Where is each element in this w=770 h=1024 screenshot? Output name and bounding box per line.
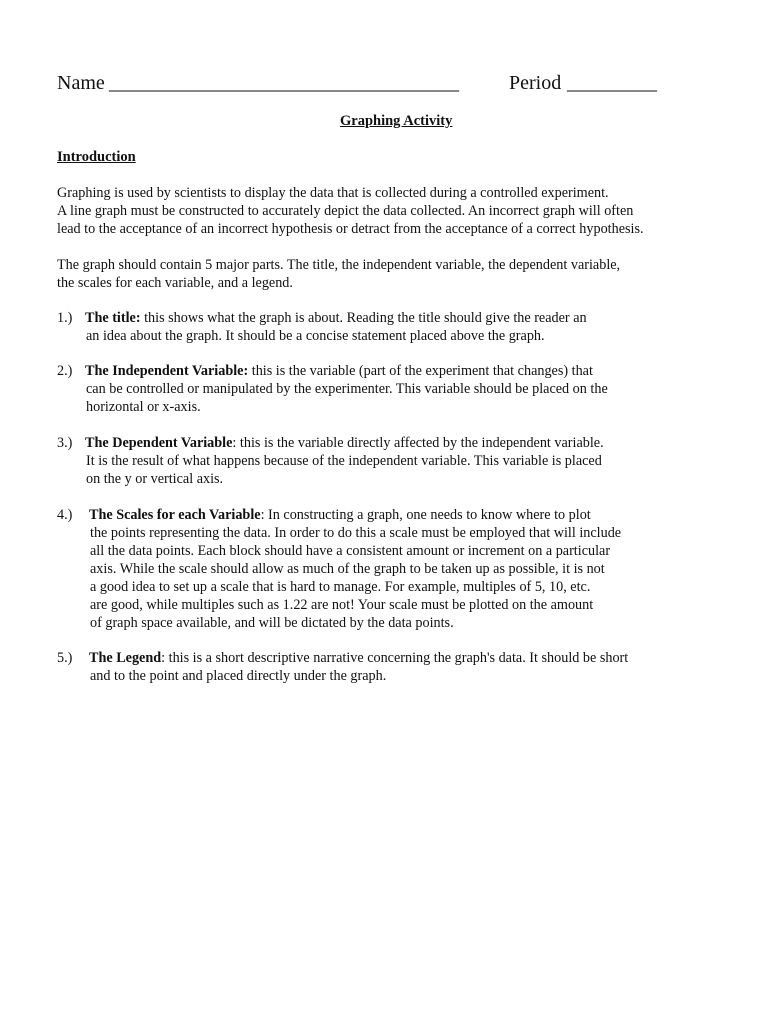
list-item-independent-variable (57, 362, 608, 416)
paragraph-line: A line graph must be constructed to accurately depict the data collected. An incorrect graph will often (57, 203, 634, 219)
item-text-line: on the y or vertical axis. (86, 471, 224, 487)
item-term: The Scales for each Variable (89, 507, 261, 523)
item-text-line: are good, while multiples such as 1.22 are not! Your scale must be plotted on the amount (90, 597, 594, 613)
item-term: The Independent Variable: (85, 363, 249, 379)
introduction-heading: Introduction (57, 149, 136, 165)
list-item-legend (57, 649, 628, 685)
item-term: The Dependent Variable (85, 435, 233, 451)
paragraph-line: Graphing is used by scientists to display the data that is collected during a controlled experiment. (57, 185, 609, 201)
list-item-title (57, 309, 587, 345)
item-text-line: horizontal or x-axis. (86, 399, 201, 415)
list-item-dependent-variable (57, 434, 604, 488)
item-term: The title: (85, 310, 141, 326)
item-text: this shows what the graph is about. Reading the title should give the reader an (140, 310, 587, 326)
page-title: Graphing Activity (340, 113, 453, 129)
item-text-line: can be controlled or manipulated by the experimenter. This variable should be placed on the (86, 381, 608, 397)
item-text: : this is the variable directly affected by the independent variable. (232, 435, 604, 451)
item-text-line: of graph space available, and will be dictated by the data points. (90, 615, 454, 631)
item-text-line: an idea about the graph. It should be a concise statement placed above the graph. (86, 328, 545, 344)
item-text: : In constructing a graph, one needs to know where to plot (260, 507, 591, 523)
item-number: 3.) (57, 435, 73, 451)
intro-paragraph-2 (57, 256, 620, 292)
period-label: Period (509, 72, 562, 94)
paragraph-line: the scales for each variable, and a legend. (57, 275, 293, 291)
item-text-line: axis. While the scale should allow as much of the graph to be taken up as possible, it is not (90, 561, 605, 577)
period-blank-line: _________ (567, 72, 657, 94)
paragraph-line: lead to the acceptance of an incorrect hypothesis or detract from the acceptance of a correct hypothesis. (57, 221, 644, 237)
item-number: 4.) (57, 507, 73, 523)
item-term: The Legend (89, 650, 162, 666)
student-info-header (57, 70, 717, 96)
paragraph-line: The graph should contain 5 major parts. The title, the independent variable, the dependent variable, (57, 257, 621, 273)
name-label: Name (57, 72, 105, 94)
item-text-line: a good idea to set up a scale that is hard to manage. For example, multiples of 5, 10, etc. (90, 579, 591, 595)
item-number: 2.) (57, 363, 73, 379)
item-text: : this is a short descriptive narrative concerning the graph's data. It should be short (161, 650, 629, 666)
name-blank-line: ___________________________________ (109, 72, 459, 94)
item-text-line: the points representing the data. In order to do this a scale must be employed that will include (90, 525, 622, 541)
intro-paragraph-1 (57, 184, 644, 238)
item-text: this is the variable (part of the experiment that changes) that (248, 363, 593, 379)
list-item-scales (57, 506, 621, 632)
item-number: 5.) (57, 650, 73, 666)
item-text-line: all the data points. Each block should have a consistent amount or increment on a particular (90, 543, 611, 559)
item-number: 1.) (57, 310, 73, 326)
item-text-line: and to the point and placed directly under the graph. (90, 668, 387, 684)
item-text-line: It is the result of what happens because of the independent variable. This variable is placed (86, 453, 602, 469)
